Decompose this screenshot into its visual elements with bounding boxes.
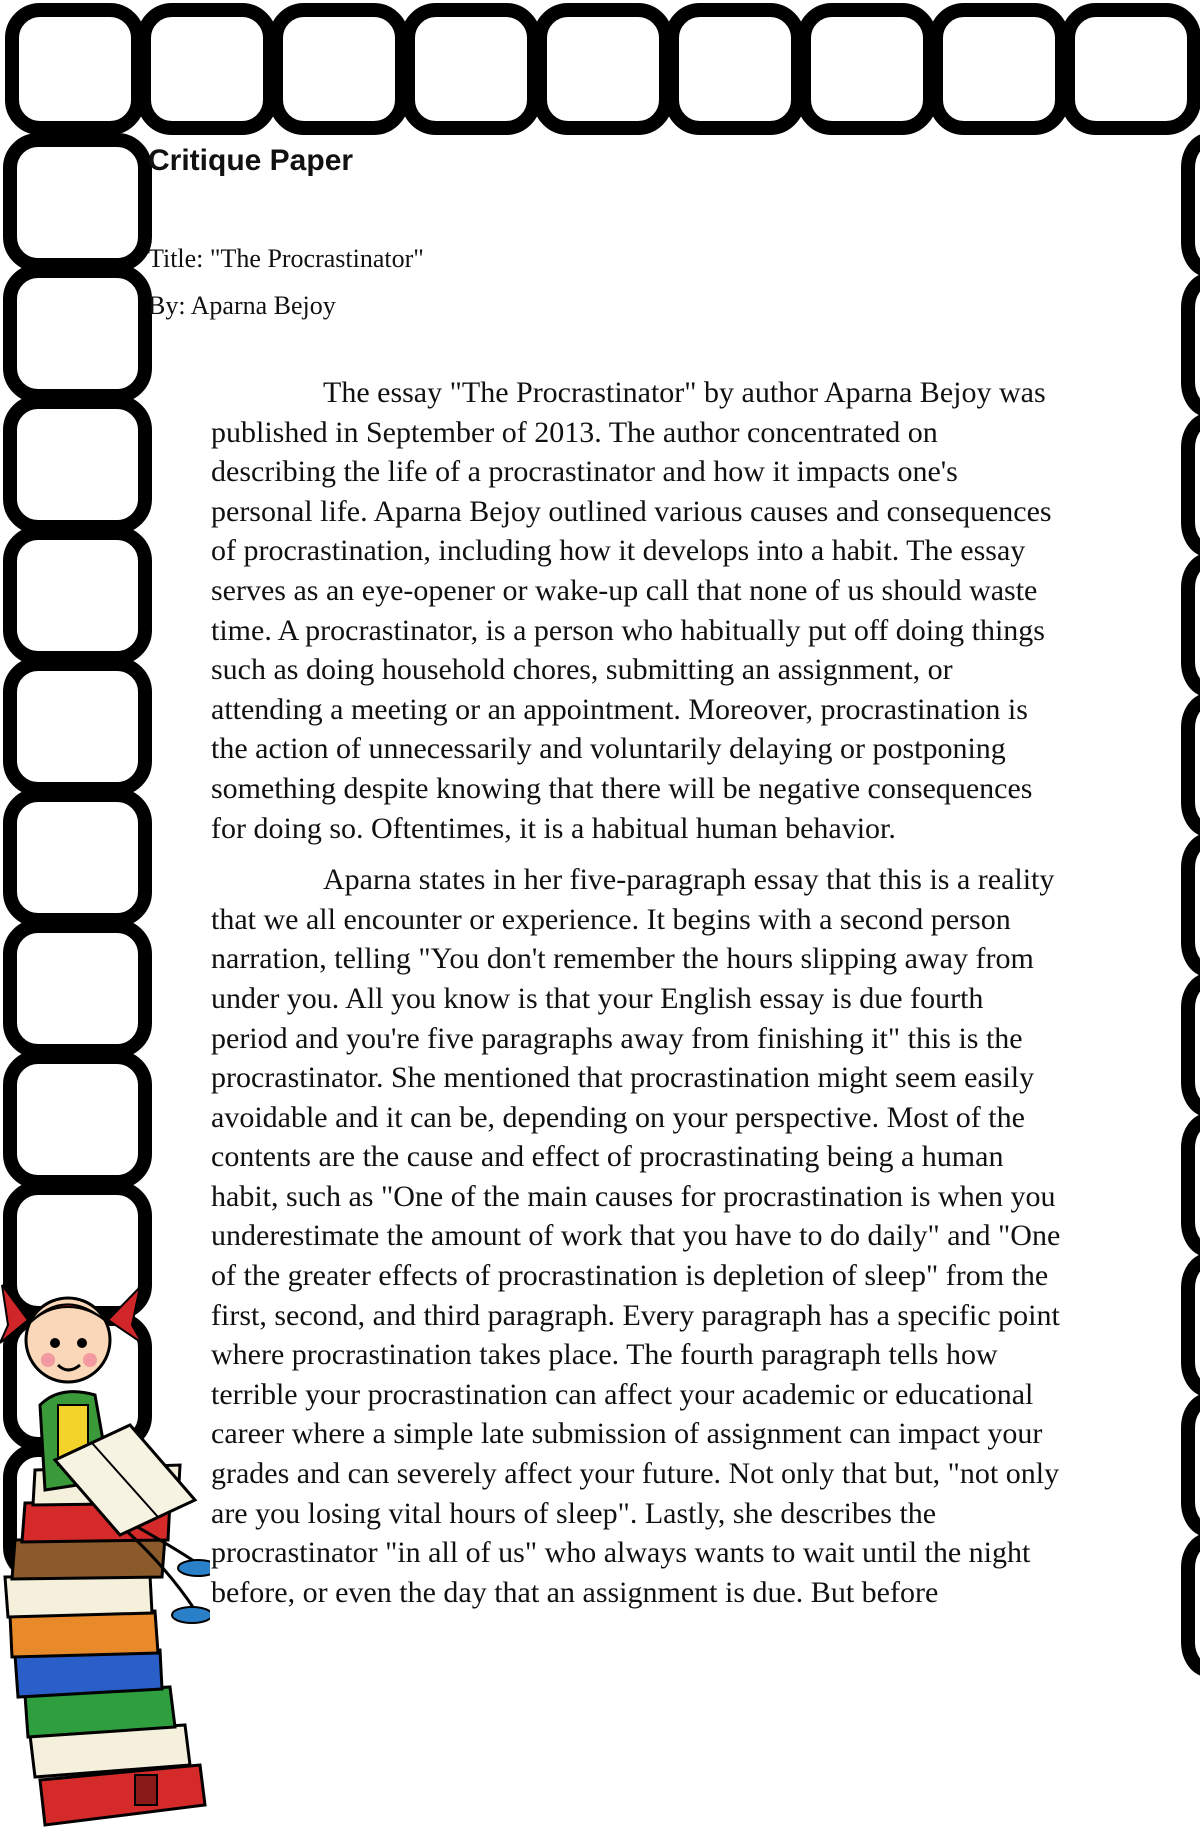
border-link: [540, 10, 666, 128]
border-link: [10, 1057, 145, 1182]
essay-body: [211, 373, 1061, 1624]
essay-paragraph-2: Aparna states in her five-paragraph essay that this is a reality that we all encounter or experience. It begins with a second person narration, telling "You don't remember the hours slipping away from under you. All you know is that your English essay is due fourth period and you're five paragraphs away from finishing it" this is the procrastinator. She mentioned that procrastination might seem easily avoidable and it can be, depending on your perspective. Most of the contents are the cause and effect of procrastinating being a human habit, such as "One of the main causes for procrastination is when you underestimate the amount of work that you have to do daily" and "One of the greater effects of procrastination is depletion of sleep" from the first, second, and third paragraph. Every paragraph has a specific point where procrastination takes place. The fourth paragraph tells how terrible your procrastination can affect your academic or educational career where a simple late submission of assignment can impact your grades and can severely affect your future. Not only that but, "not only are you losing vital hours of sleep". Lastly, she describes the procrastinator "in all of us" who always wants to wait until the night before, or even the day that an assignment is due. But before: [211, 863, 1061, 1609]
border-link: [1188, 700, 1200, 830]
essay-title-line: Title: "The Procrastinator": [148, 244, 424, 273]
border-link: [10, 533, 145, 658]
border-link: [804, 10, 930, 128]
border-link: [10, 795, 145, 920]
border-link: [10, 271, 145, 396]
border-link: [1068, 10, 1194, 128]
border-link: [936, 10, 1062, 128]
border-link: [672, 10, 798, 128]
border-link: [1188, 1120, 1200, 1250]
essay-paragraph-1: The essay "The Procrastinator" by author Aparna Bejoy was published in September of 2013. The author concentrated on describing the life of a procrastinator and how it impacts one's personal life. Aparna Bejoy outlined various causes and consequences of procrastination, including how it develops into a habit. The essay serves as an eye-opener or wake-up call that none of us should waste time. A procrastinator, is a person who habitually put off doing things such as doing household chores, submitting an assignment, or attending a meeting or an appointment. Moreover, procrastination is the action of unnecessarily and voluntarily delaying or postponing something despite knowing that there will be negative consequences for doing so. Oftentimes, it is a habitual human behavior.: [211, 376, 1052, 845]
border-link: [276, 10, 402, 128]
essay-author-line: By: Aparna Bejoy: [148, 291, 336, 320]
border-link: [1188, 420, 1200, 550]
border-link: [1188, 840, 1200, 970]
border-link: [10, 926, 145, 1051]
border-link: [1188, 1400, 1200, 1530]
border-link: [10, 664, 145, 789]
border-link: [1188, 560, 1200, 690]
document-heading: Critique Paper: [148, 144, 354, 177]
border-link: [1188, 280, 1200, 410]
border-link: [1188, 980, 1200, 1110]
girl-reading-books-illustration: [0, 1265, 210, 1835]
border-link: [10, 140, 145, 265]
border-link: [144, 10, 270, 128]
border-link: [408, 10, 534, 128]
border-link: [10, 402, 145, 527]
border-link: [1188, 1260, 1200, 1390]
border-link: [1188, 140, 1200, 270]
border-link: [1188, 1540, 1200, 1670]
border-link: [12, 10, 138, 128]
